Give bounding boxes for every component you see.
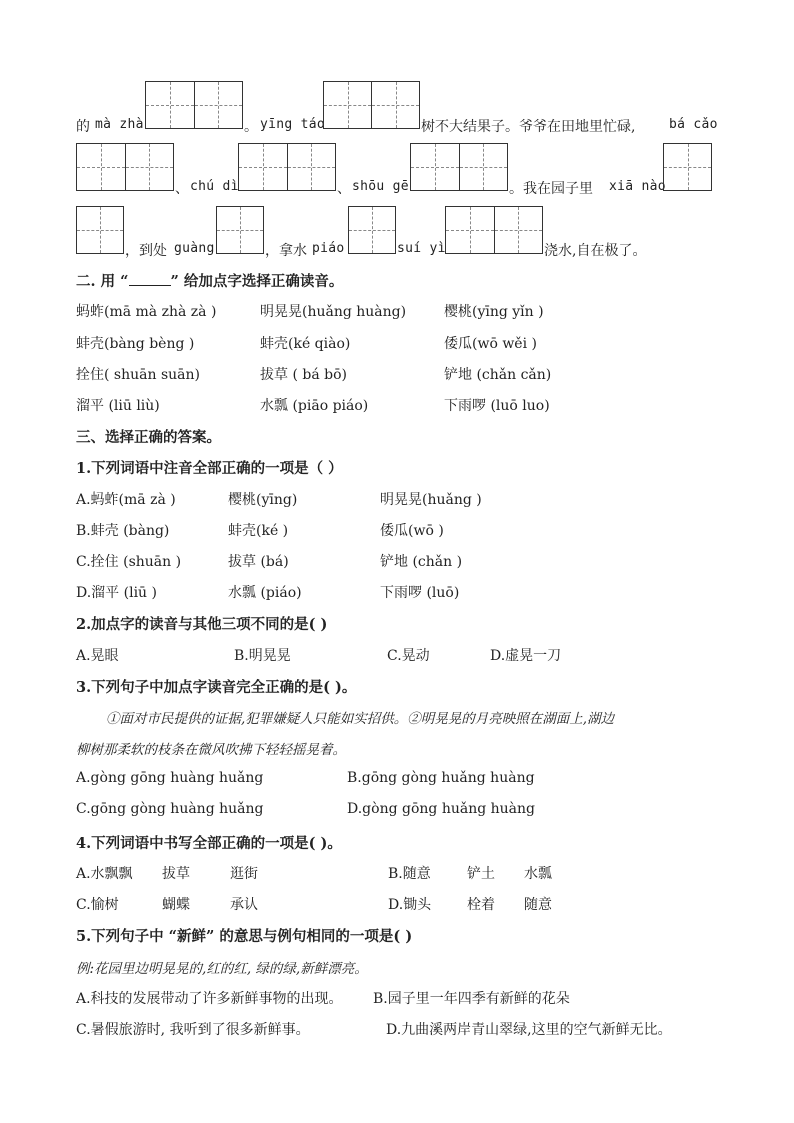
q3-passage-line1: ①面对市民提供的证据,犯罪嫌疑人只能如实招供。②明晃晃的月亮映照在湖面上,湖边 [106,711,615,727]
q2-option-c[interactable]: C.晃动 [387,648,430,664]
s2-item: 下雨啰 (luō luo) [444,398,550,414]
q5-example: 例:花园里边明晃晃的,红的红, 绿的绿,新鲜漂亮。 [76,961,368,977]
writing-grid-shou-ge[interactable] [410,143,508,191]
writing-grid-chu-di[interactable] [238,143,336,191]
writing-grid-piao[interactable] [348,206,396,254]
q5-option-d[interactable]: D.九曲溪两岸青山翠绿,这里的空气新鲜无比。 [386,1022,672,1038]
s2-item: 蚌壳(bàng bèng ) [76,336,195,352]
q5-stem: 5.下列句子中 “新鲜” 的意思与例句相同的一项是( ) [76,928,413,945]
pinyin-shou-ge: shōu gē [352,179,409,194]
q4-word: 拔草 [162,866,190,882]
q2-option-b[interactable]: B.明晃晃 [234,648,291,664]
q1-option[interactable]: A.蚂蚱(mā zà ) [76,492,176,508]
writing-grid-guang[interactable] [216,206,264,254]
writing-grid-ma-zha[interactable] [145,81,243,129]
pinyin-chu-di: chú dì [190,179,239,194]
q1-option-part: 樱桃(yīng) [228,492,298,508]
q4-word: 蝴蝶 [162,897,190,913]
s2-item: 水瓢 (piāo piáo) [260,398,369,414]
writing-grid-xia-nao-2[interactable] [76,206,124,254]
q4-option-c[interactable]: C.愉树 [76,897,119,913]
s2-item: 樱桃(yīng yǐn ) [444,304,544,320]
pinyin-guang: guàng [174,241,215,256]
q1-option-part: 明晃晃(huǎng ) [380,492,482,508]
pinyin-piao: piáo [312,241,345,256]
s2-item: 蚌壳(ké qiào) [260,336,351,352]
text-comma-2: 、 [337,181,351,197]
q3-option-b[interactable]: B.gōng gòng huǎng huàng [347,770,535,786]
writing-grid-sui-yi[interactable] [445,206,543,254]
q4-word: 承认 [230,897,258,913]
writing-grid-xia-nao[interactable] [663,143,712,191]
q5-option-a[interactable]: A.科技的发展带动了许多新鲜事物的出现。 [76,991,343,1007]
writing-grid-ba-cao[interactable] [76,143,174,191]
q2-option-a[interactable]: A.晃眼 [76,648,119,664]
q1-option-part: 蚌壳(ké ) [228,523,289,539]
pinyin-ma-zha: mà zhà [95,117,144,132]
text-comma-1: 、 [175,181,189,197]
q2-option-d[interactable]: D.虚晃一刀 [490,648,562,664]
q4-word: 随意 [524,897,552,913]
s2-item: 溜平 (liū liù) [76,398,160,414]
text-nashui: ，拿水 [265,243,307,259]
q1-option-part: 水瓢 (piáo) [228,585,302,601]
q4-option-d[interactable]: D.锄头 [388,897,432,913]
pinyin-sui-yi: suí yì [397,241,446,256]
text-period: 。 [244,119,258,135]
q1-option-part: 铲地 (chǎn ) [380,554,463,570]
q1-option[interactable]: C.拴住 (shuān ) [76,554,182,570]
q1-option-part: 下雨啰 (luō) [380,585,460,601]
q4-word: 逛街 [230,866,258,882]
text-de: 的 [76,119,90,135]
text-line1-tail: 树不大结果子。爷爷在田地里忙碌, [421,119,636,135]
q3-passage-line2: 柳树那柔软的枝条在微风吹拂下轻轻摇晃着。 [76,742,346,758]
q4-word: 栓着 [467,897,495,913]
q4-stem: 4.下列词语中书写全部正确的一项是( )。 [76,835,342,852]
underline-sample [129,273,171,286]
s2-item: 蚂蚱(mā mà zhà zà ) [76,304,217,320]
q5-option-b[interactable]: B.园子里一年四季有新鲜的花朵 [373,991,570,1007]
q3-stem: 3.下列句子中加点字读音完全正确的是( )。 [76,679,357,696]
writing-grid-ying-tao[interactable] [323,81,420,129]
s2-item: 拔草 ( bá bō) [260,367,347,383]
s2-item: 拴住( shuān suān) [76,367,200,383]
text-line2-mid: 。我在园子里 [509,181,593,197]
s2-item: 倭瓜(wō wěi ) [444,336,537,352]
q4-option-b[interactable]: B.随意 [388,866,431,882]
pinyin-ba-cao: bá cǎo [669,117,718,132]
q1-option-part: 拔草 (bá) [228,554,289,570]
section3-heading: 三、选择正确的答案。 [76,429,221,446]
s2-item: 铲地 (chǎn cǎn) [444,367,552,383]
section2-heading: 二. 用 “ ” 给加点字选择正确读音。 [76,273,344,290]
q4-option-a[interactable]: A.水飘飘 [76,866,133,882]
q1-option[interactable]: B.蚌壳 (bàng) [76,523,170,539]
q4-word: 水瓢 [524,866,552,882]
q5-option-c[interactable]: C.暑假旅游时, 我听到了很多新鲜事。 [76,1022,310,1038]
q3-option-a[interactable]: A.gòng gōng huàng huǎng [76,770,264,786]
q3-option-d[interactable]: D.gòng gōng huǎng huàng [347,801,535,817]
q1-option[interactable]: D.溜平 (liū ) [76,585,157,601]
pinyin-xia-nao: xiā nào [609,179,666,194]
q3-option-c[interactable]: C.gōng gòng huàng huǎng [76,801,264,817]
text-line3-tail: 浇水,自在极了。 [544,243,647,259]
q1-option-part: 倭瓜(wō ) [380,523,444,539]
q4-word: 铲土 [467,866,495,882]
q1-stem: 1.下列词语中注音全部正确的一项是（ ） [76,460,343,477]
text-daochu: ，到处 [125,243,167,259]
pinyin-ying-tao: yīng táo [260,117,326,132]
q2-stem: 2.加点字的读音与其他三项不同的是( ) [76,616,328,633]
s2-item: 明晃晃(huǎng huàng) [260,304,407,320]
